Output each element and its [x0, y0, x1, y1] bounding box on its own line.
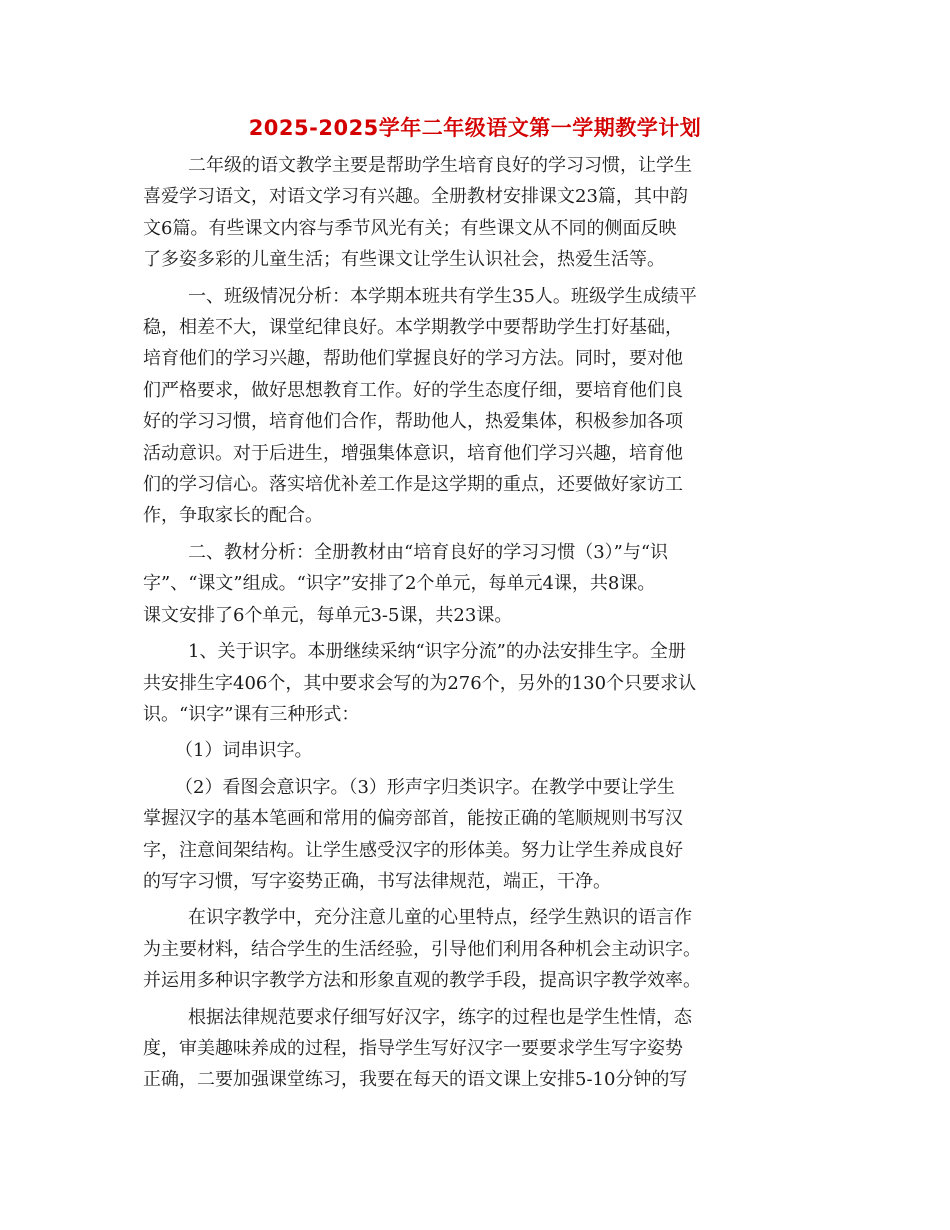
paragraph: [143, 281, 823, 532]
paragraph-line: 为主要材料，结合学生的生活经验，引导他们利用各种机会主动识字。: [143, 938, 701, 960]
paragraph-line: 稳，相差不大，课堂纪律良好。本学期教学中要帮助学生打好基础，: [143, 317, 683, 339]
paragraph: [143, 902, 823, 996]
paragraph-line: 们严格要求，做好思想教育工作。好的学生态度仔细，要培育他们良: [143, 379, 683, 401]
paragraph-line: 字，注意间架结构。让学生感受汉字的形体美。努力让学生养成良好: [143, 839, 683, 861]
paragraph-first-line: 一、班级情况分析：本学期本班共有学生35人。班级学生成绩平: [188, 285, 697, 307]
paragraph-line: 课文安排了6个单元，每单元3-5课，共23课。: [143, 604, 513, 626]
paragraph: [143, 735, 823, 766]
paragraph-first-line: 二、教材分析：全册教材由“培育良好的学习习惯（3）”与“识: [188, 541, 669, 563]
paragraph-line: 培育他们的学习兴趣，帮助他们掌握良好的学习方法。同时，要对他: [143, 348, 683, 370]
paragraph-line: 正确，二要加强课堂练习，我要在每天的语文课上安排5-10分钟的写: [143, 1069, 688, 1091]
paragraph-line: 掌握汉字的基本笔画和常用的偏旁部首，能按正确的笔顺规则书写汉: [143, 808, 683, 830]
paragraph: [143, 772, 823, 898]
paragraph: [143, 1002, 823, 1096]
paragraph-line: 文6篇。有些课文内容与季节风光有关；有些课文从不同的侧面反映: [143, 217, 677, 239]
paragraph-line: 识。“识字”课有三种形式：: [143, 703, 360, 725]
paragraph-first-line: 根据法律规范要求仔细写好汉字，练字的过程也是学生性情，态: [188, 1006, 692, 1028]
paragraph-first-line: （2）看图会意识字。（3）形声字归类识字。在教学中要让学生: [175, 776, 675, 798]
paragraph-first-line: 二年级的语文教学主要是帮助学生培育良好的学习习惯，让学生: [188, 155, 692, 176]
paragraph-first-line: 1、关于识字。本册继续采纳“识字分流”的办法安排生字。全册: [188, 641, 686, 663]
paragraph-line: 字”、“课文”组成。“识字”安排了2个单元，每单元4课，共8课。: [143, 573, 656, 595]
paragraph: [143, 636, 823, 730]
paragraph-first-line: （1）词串识字。: [175, 740, 313, 762]
paragraph: [143, 150, 823, 276]
document-body: [143, 150, 823, 1101]
paragraph-line: 们的学习信心。落实培优补差工作是这学期的重点，还要做好家访工: [143, 474, 683, 496]
paragraph: [143, 537, 823, 631]
paragraph-first-line: 在识字教学中，充分注意儿童的心里特点，经学生熟识的语言作: [188, 907, 692, 929]
paragraph-line: 的写字习惯，写字姿势正确，书写法律规范，端正，干净。: [143, 870, 611, 892]
paragraph-line: 作，争取家长的配合。: [143, 505, 323, 527]
paragraph-line: 度，审美趣味养成的过程，指导学生写好汉字一要要求学生写字姿势: [143, 1037, 683, 1059]
paragraph-line: 好的学习习惯，培育他们合作，帮助他人，热爱集体，积极参加各项: [143, 411, 683, 433]
paragraph-line: 活动意识。对于后进生，增强集体意识，培育他们学习兴趣，培育他: [143, 442, 683, 464]
paragraph-line: 并运用多种识字教学方法和形象直观的教学手段，提高识字教学效率。: [143, 970, 701, 992]
paragraph-line: 喜爱学习语文，对语文学习有兴趣。全册教材安排课文23篇，其中韵: [143, 186, 688, 208]
document-title: 2025-2025学年二年级语文第一学期教学计划: [248, 116, 702, 140]
paragraph-line: 共安排生字406个，其中要求会写的为276个，另外的130个只要求认: [143, 672, 697, 694]
paragraph-line: 了多姿多彩的儿童生活；有些课文让学生认识社会，热爱生活等。: [143, 249, 665, 271]
